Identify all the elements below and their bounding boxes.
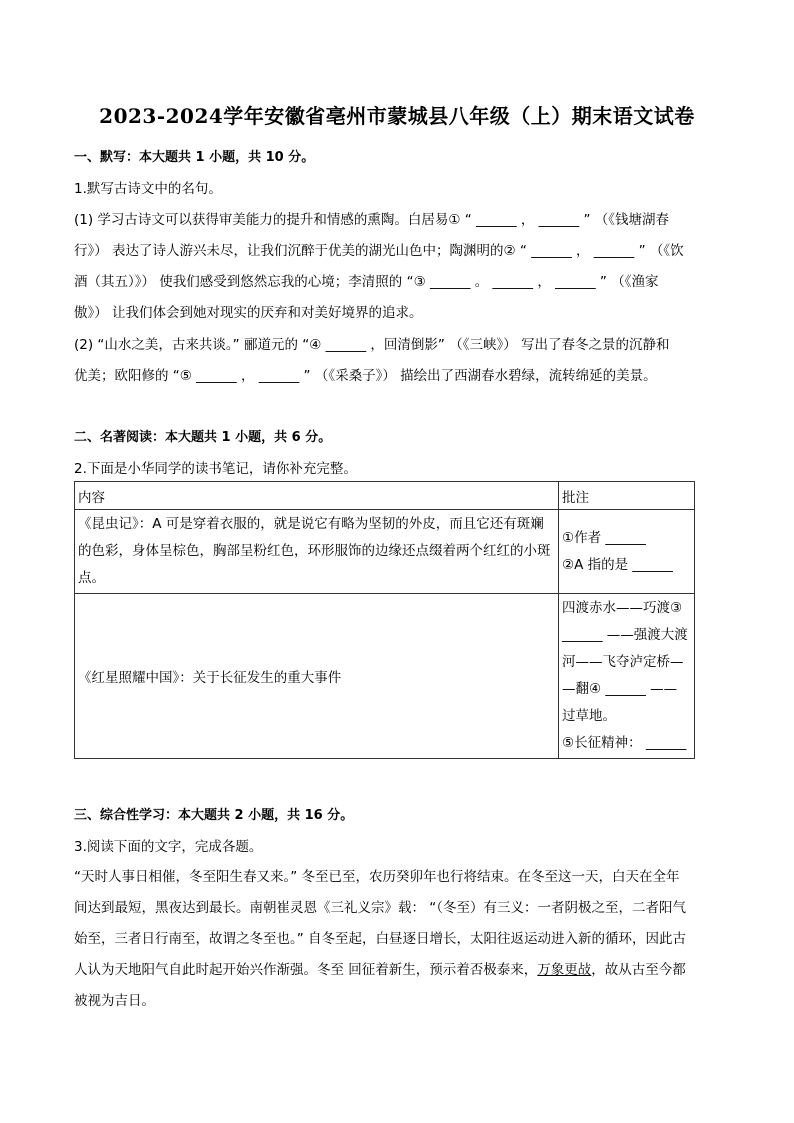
underlined-phrase: 万象更敁	[537, 962, 592, 978]
passage-line: “天时人事日相催，冬至阳生春又来。” 冬至已至，农历癸卯年也行将结束。在冬至这一天，白天在全年	[74, 869, 680, 885]
row1-notes	[559, 510, 695, 594]
q1-part2-line: 优美；欧阳修的 “⑤ ______ ， ______ ” （《采桑子》） 描绘出了西湖春水碧绿，流转绵延的美景。	[74, 368, 657, 384]
row2-notes	[559, 594, 695, 759]
passage-line: 始至，三者日行南至，故谓之冬至也。” 自冬至起，白昼逐日增长，太阳往返运动进入新的循环，因此古	[74, 931, 687, 947]
passage-text: ，故从古至今都	[591, 962, 686, 978]
q1-part1-line: 酒（其五）》） 使我们感受到悠然忘我的心境；李清照的 “③ ______ 。 ______ ， ______ ” （《渔家	[74, 274, 659, 290]
note-line: 过草地。	[562, 708, 616, 724]
header-notes: 批注	[559, 482, 695, 510]
note-line: 河——飞夺泸定桥—	[562, 654, 684, 670]
question-1-stem: 1.默写古诗文中的名句。	[74, 181, 222, 197]
table-row	[75, 510, 695, 594]
reading-notes-table	[74, 481, 695, 759]
passage-line: 被视为吉日。	[74, 993, 155, 1009]
note-line: 四渡赤水——巧渡③	[562, 600, 683, 616]
note-line: ______ ——强渡大渡	[562, 627, 688, 643]
section-1-heading: 一、默写：本大题共 1 小题，共 10 分。	[74, 150, 315, 165]
note-author-blank: ①作者 ______	[562, 529, 646, 546]
q1-part1-line: 行》） 表达了诗人游兴未尽，让我们沉醉于优美的湖光山色中；陶渊明的② “ ______ ， ______ ” （《饮	[74, 243, 684, 259]
q1-part2-line: (2) “山水之美，古来共谈。” 郦道元的 “④ ______ ，回清倒影” （《三峡》） 写出了春冬之景的沉静和	[74, 337, 670, 353]
q1-part1-line: 傲》） 让我们体会到她对现实的厌弃和对美好境界的追求。	[74, 305, 423, 321]
exam-title: 2023-2024学年安徽省亳州市蒙城县八年级（上）期末语文试卷	[99, 104, 695, 128]
passage-text: 人认为天地阳气自此时起开始兴作渐强。冬至 回征着新生，预示着否极泰来，	[74, 962, 538, 978]
row2-content: 《红星照耀中国》：关于长征发生的重大事件	[75, 594, 559, 759]
table-row	[75, 594, 695, 759]
header-content: 内容	[75, 482, 559, 510]
note-line: —翻④ ______ ——	[562, 681, 678, 697]
row1-content: 《昆虫记》：A 可是穿着衣服的，就是说它有略为坚韧的外皮，而且它还有斑斓的色彩，身体呈棕色，胸部呈粉红色，环形服饰的边缘还点缀着两个红红的小斑点。	[75, 510, 559, 594]
passage-line-mixed	[74, 958, 724, 978]
q1-part1-line: (1) 学习古诗文可以获得审美能力的提升和情感的熏陶。白居易① “ ______ ， ______ ” （《钱塘湖春	[74, 212, 670, 228]
section-2-heading: 二、名著阅读：本大题共 1 小题，共 6 分。	[74, 430, 332, 445]
section-3-heading: 三、综合性学习：本大题共 2 小题，共 16 分。	[74, 808, 354, 823]
note-a-blank: ②A 指的是 ______	[562, 556, 673, 573]
question-2-stem: 2.下面是小华同学的读书笔记，请你补充完整。	[74, 461, 357, 477]
passage-line: 间达到最短，黑夜达到最长。南朝崔灵恩《三礼义宗》载： “（冬至）有三义：一者阴极之至，二者阳气	[74, 900, 687, 916]
question-3-stem: 3.阅读下面的文字，完成各题。	[74, 839, 263, 855]
note-line: ⑤长征精神： ______	[562, 735, 687, 751]
table-header-row	[75, 482, 695, 510]
